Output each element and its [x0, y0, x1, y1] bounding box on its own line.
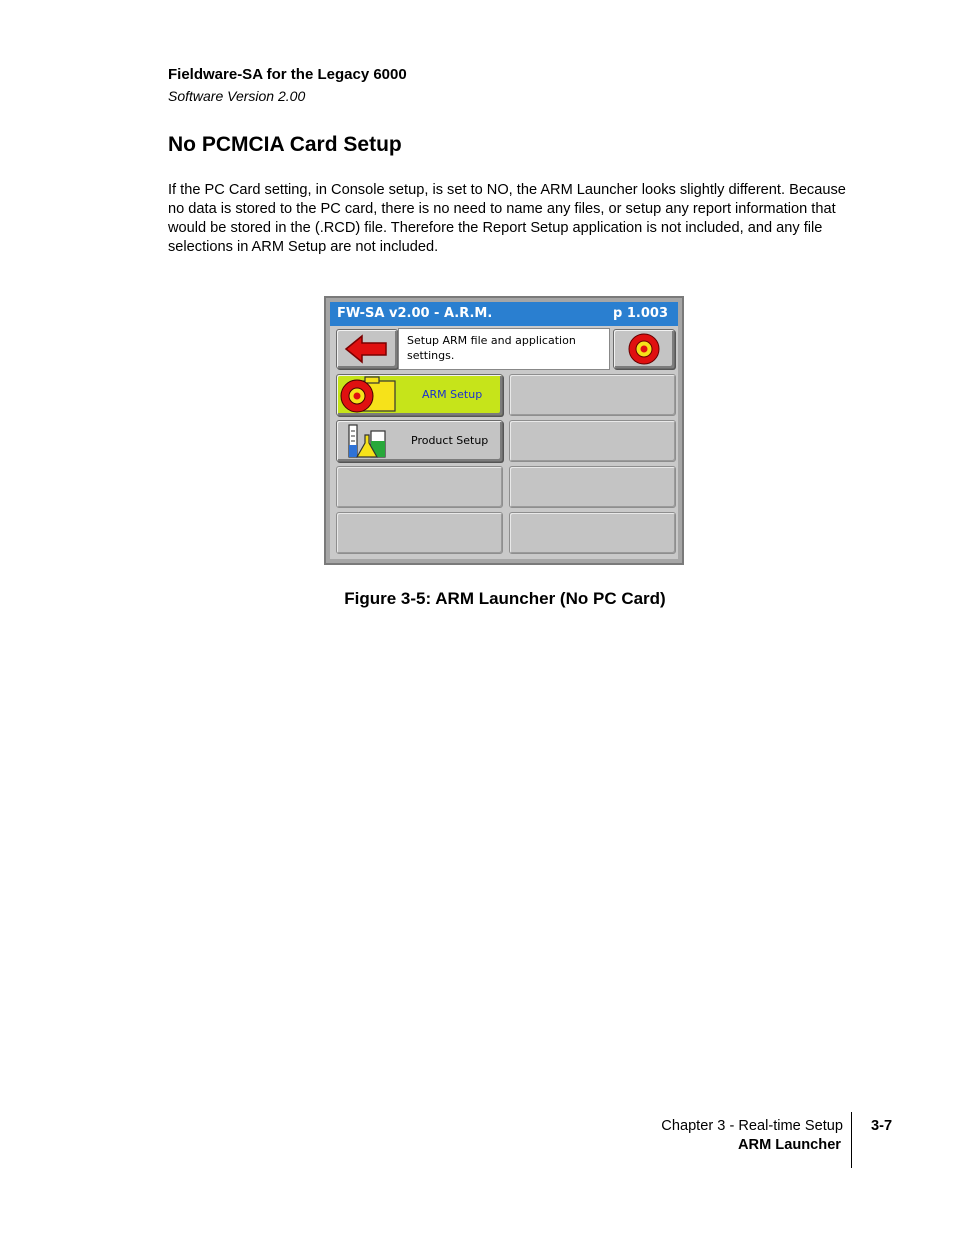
arm-setup-button[interactable]: [336, 374, 503, 416]
screen-title: FW-SA v2.00 - A.R.M.: [337, 306, 493, 321]
page-number: 3-7: [871, 1118, 893, 1134]
product-setup-button[interactable]: [336, 420, 503, 462]
empty-slot-5: [336, 512, 503, 554]
footer-chapter: Chapter 3 - Real-time Setup: [661, 1118, 843, 1134]
footer-section: ARM Launcher: [738, 1137, 841, 1153]
empty-slot-3: [336, 466, 503, 508]
software-version: Software Version 2.00: [168, 88, 306, 104]
product-setup-label: Product Setup: [411, 434, 489, 447]
arm-launcher-screenshot: [324, 296, 684, 565]
document-title: Fieldware-SA for the Legacy 6000: [168, 66, 407, 83]
arm-setup-label: ARM Setup: [422, 388, 483, 401]
product-setup-icon: [337, 421, 399, 461]
back-arrow-icon: [336, 329, 398, 369]
empty-slot-2: [509, 420, 676, 462]
body-paragraph: If the PC Card setting, in Console setup, is set to NO, the ARM Launcher looks slightly different. Because no data is stored to the PC card, there is no need to name any files, or setup any report information that would be stored in the (.RCD) file. Therefore the Report Setup application is not included, and any file selections in ARM Setup are not included.: [168, 182, 846, 255]
empty-slot-6: [509, 512, 676, 554]
figure-caption: Figure 3-5: ARM Launcher (No PC Card): [344, 589, 666, 608]
back-button[interactable]: [336, 329, 398, 369]
stop-button[interactable]: [613, 329, 675, 369]
empty-slot-4: [509, 466, 676, 508]
section-heading: No PCMCIA Card Setup: [168, 133, 402, 156]
screen-titlebar: [330, 302, 678, 326]
arm-setup-icon: [337, 375, 399, 415]
stop-target-icon: [613, 329, 675, 369]
footer-divider: [851, 1112, 852, 1168]
screen-page-number: p 1.003: [613, 306, 668, 321]
screen-body: [330, 326, 678, 559]
empty-slot-1: [509, 374, 676, 416]
message-box: Setup ARM file and application settings.: [398, 328, 610, 370]
